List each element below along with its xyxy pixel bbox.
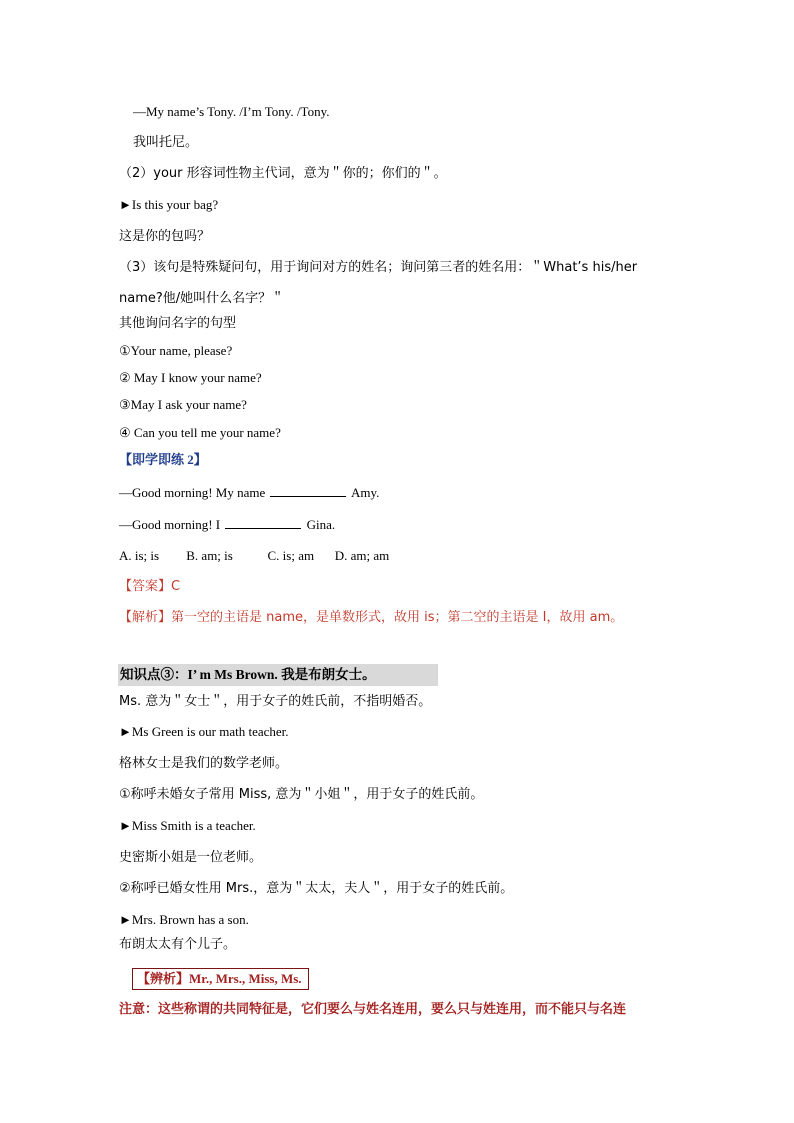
pattern-3: ③May I ask your name? — [119, 397, 247, 412]
option-a[interactable]: A. is; is — [119, 548, 160, 563]
example-answer: —My name’s Tony. /I’m Tony. /Tony. — [133, 104, 330, 119]
analysis: 【解析】第一空的主语是 name，是单数形式，故用 is；第二空的主语是 I，故用 am。 — [119, 610, 624, 625]
q2-text: —Good morning! I — [119, 517, 221, 532]
mrs-example: ►Mrs. Brown has a son. — [119, 912, 249, 927]
mrs-example-translation: 布朗太太有个儿子。 — [119, 937, 237, 952]
note-3: （3）该句是特殊疑问句，用于询问对方的姓名；询问第三者的姓名用：＂What’s his/her — [119, 260, 638, 275]
example-sentence: ►Is this your bag? — [119, 197, 219, 212]
q1-blank[interactable] — [270, 484, 346, 497]
q2-blank[interactable] — [225, 516, 301, 529]
exercise-question-2 — [119, 516, 335, 534]
exercise-options — [119, 547, 389, 565]
answer: 【答案】C — [119, 579, 181, 594]
miss-example: ►Miss Smith is a teacher. — [119, 818, 256, 833]
pattern-2: ② May I know your name? — [119, 370, 262, 385]
option-b[interactable]: B. am; is — [186, 548, 233, 563]
example-translation-2: 这是你的包吗？ — [119, 229, 211, 244]
note-text: 注意：这些称谓的共同特征是，它们要么与姓名连用，要么只与姓连用，而不能只与名连 — [119, 1002, 627, 1017]
option-d[interactable]: D. am; am — [334, 548, 390, 563]
miss-example-translation: 史密斯小姐是一位老师。 — [119, 850, 263, 865]
other-patterns-label: 其他询问名字的句型 — [119, 316, 237, 331]
note-3-continued: name?他/她叫什么名字？＂ — [119, 291, 285, 306]
ms-definition: Ms. 意为＂女士＂，用于女子的姓氏前，不指明婚否。 — [119, 694, 432, 709]
q2-text-end: Gina. — [306, 517, 336, 532]
miss-definition: ①称呼未婚女子常用 Miss, 意为＂小姐＂，用于女子的姓氏前。 — [119, 787, 484, 802]
ms-example: ►Ms Green is our math teacher. — [119, 724, 289, 739]
q1-text-end: Amy. — [351, 485, 380, 500]
knowledge-point-heading: 知识点③：I’ m Ms Brown. 我是布朗女士。 — [118, 664, 438, 686]
comparison-box: 【辨析】Mr., Mrs., Miss, Ms. — [132, 968, 309, 990]
exercise-title: 【即学即练 2】 — [119, 452, 207, 467]
example-translation: 我叫托尼。 — [133, 135, 199, 150]
pattern-4: ④ Can you tell me your name? — [119, 425, 281, 440]
pattern-1: ①Your name, please? — [119, 343, 233, 358]
ms-example-translation: 格林女士是我们的数学老师。 — [119, 756, 289, 771]
option-c[interactable]: C. is; am — [267, 548, 315, 563]
mrs-definition: ②称呼已婚女性用 Mrs.，意为＂太太，夫人＂，用于女子的姓氏前。 — [119, 881, 514, 896]
q1-text: —Good morning! My name — [119, 485, 266, 500]
exercise-question-1 — [119, 484, 379, 502]
note-2: （2）your 形容词性物主代词，意为＂你的；你们的＂。 — [119, 166, 447, 181]
